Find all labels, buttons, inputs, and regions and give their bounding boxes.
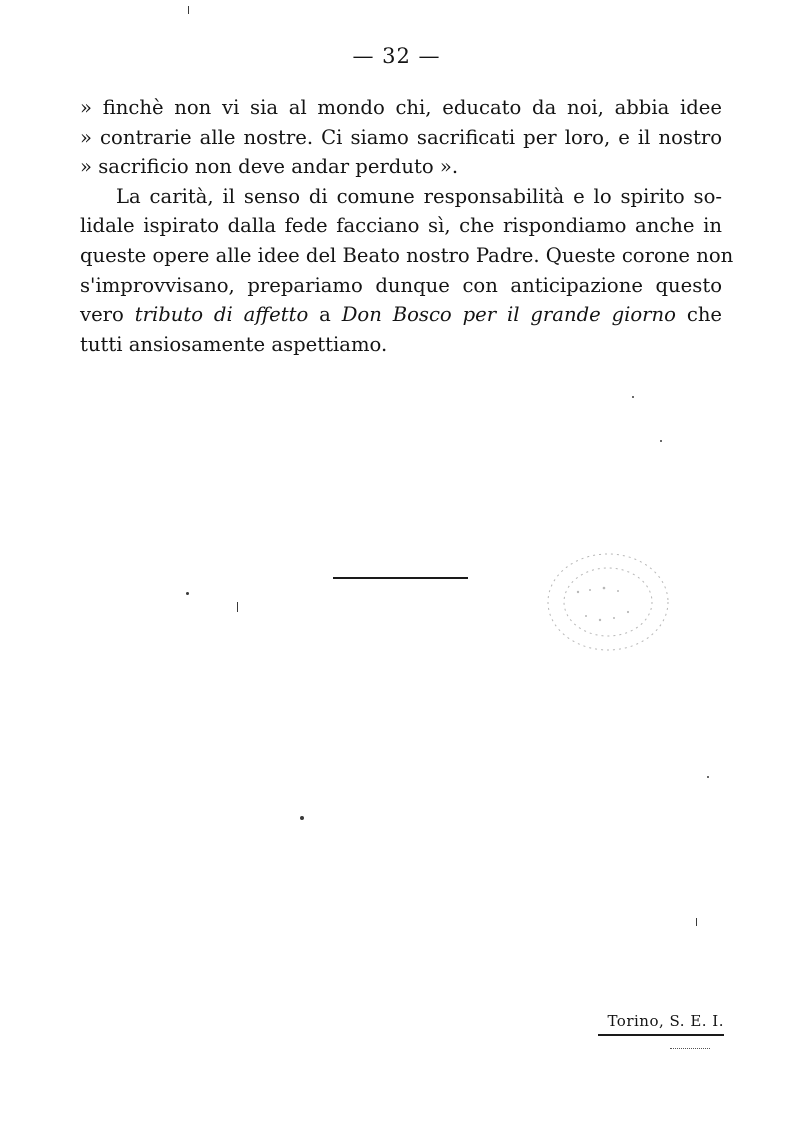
print-speck [186, 592, 189, 595]
page-number: — 32 — [352, 44, 441, 68]
print-speck [696, 918, 697, 926]
text-line-9: tutti ansiosamente aspettiamo. [80, 332, 388, 356]
print-speck [237, 602, 238, 612]
print-speck [188, 6, 189, 14]
text-line-3: » sacrificio non deve andar perduto ». [80, 155, 459, 179]
text-line-5: lidale ispirato dalla fede facciano sì, che rispondiamo anche in [80, 214, 722, 238]
text-line-4: La carità, il senso di comune responsabilità e lo spirito so- [116, 184, 722, 208]
faded-stamp [530, 540, 680, 670]
italic-tributo: tributo di affetto [134, 303, 309, 327]
word-che: che [686, 303, 723, 327]
text-line-7: s'improvvisano, prepariamo dunque con anticipazione questo [80, 273, 722, 297]
publisher-imprint: Torino, S. E. I. [607, 1012, 724, 1030]
text-line-1: » finchè non vi sia al mondo chi, educato da noi, abbia idee [80, 96, 722, 119]
text-line-6: queste opere alle idee del Beato nostro Padre. Queste corone non [80, 243, 734, 267]
text-line-2: » contrarie alle nostre. Ci siamo sacrificati per loro, e il nostro [80, 125, 722, 149]
print-speck [300, 816, 304, 820]
italic-grande-giorno: per il grande giorno [462, 303, 676, 327]
imprint-dotted-rule [670, 1048, 710, 1050]
print-speck [632, 396, 634, 398]
print-speck [660, 440, 662, 442]
imprint-underline [598, 1034, 724, 1036]
print-speck [707, 776, 709, 778]
body-text [80, 93, 734, 359]
italic-don-bosco: Don Bosco [341, 303, 452, 327]
text-line-8 [80, 300, 722, 330]
word-vero: vero [80, 303, 124, 327]
word-a: a [319, 303, 331, 327]
section-separator [333, 577, 468, 579]
